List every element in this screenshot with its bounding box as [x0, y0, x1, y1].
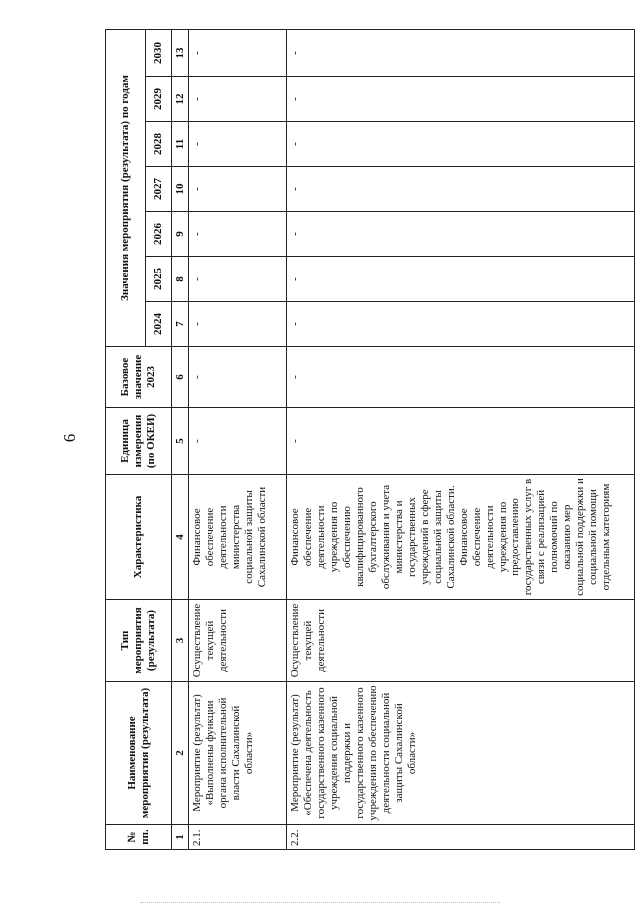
row-number: 2.1.: [189, 825, 287, 850]
header-name: Наименование мероприятия (результата): [106, 682, 172, 825]
header-year: 2030: [146, 30, 172, 77]
header-characteristic: Характеристика: [106, 475, 172, 600]
table-row: [189, 30, 287, 850]
column-index: 7: [172, 302, 189, 347]
year-value: -: [287, 257, 635, 302]
header-num: № пп.: [106, 825, 172, 850]
header-year: 2029: [146, 77, 172, 122]
column-index: 10: [172, 167, 189, 212]
measure-type: Осуществление текущей деятельности: [287, 600, 635, 682]
year-value: -: [287, 302, 635, 347]
year-value: -: [287, 212, 635, 257]
year-value: -: [189, 212, 287, 257]
page-edge-divider: [140, 902, 500, 903]
year-value: -: [189, 302, 287, 347]
measure-characteristic: Финансовое обеспечение деятельности учреждения по обеспечению квалифицированного бухгалтерского обслуживания и учета министерства и государственных учреждений в сфере социальной защиты Сахалинской области. Финансовое обеспечение деятельности учреждения по предоставлению государственных услуг в связи с реализацией полномочий по оказанию мер социальной поддержки и социальной помощи отдельным категориям: [287, 475, 635, 600]
column-index: 8: [172, 257, 189, 302]
year-value: -: [189, 257, 287, 302]
page-number: 6: [60, 433, 79, 443]
column-index: 2: [172, 682, 189, 825]
column-index: 1: [172, 825, 189, 850]
rotated-table-container: [105, 30, 635, 850]
unit-value: -: [287, 408, 635, 475]
column-index: 9: [172, 212, 189, 257]
column-index: 5: [172, 408, 189, 475]
table-row: [287, 30, 635, 850]
year-value: -: [287, 30, 635, 77]
header-year: 2025: [146, 257, 172, 302]
base-value: -: [189, 347, 287, 408]
header-type: Тип мероприятия (результата): [106, 600, 172, 682]
header-unit: Единица измерения (по ОКЕИ): [106, 408, 172, 475]
measure-type: Осуществление текущей деятельности: [189, 600, 287, 682]
column-index: 4: [172, 475, 189, 600]
row-number: 2.2.: [287, 825, 635, 850]
column-index: 3: [172, 600, 189, 682]
measure-characteristic: Финансовое обеспечение деятельности министерства социальной защиты Сахалинской области: [189, 475, 287, 600]
header-year: 2028: [146, 122, 172, 167]
column-index: 12: [172, 77, 189, 122]
measure-name: Мероприятие (результат) «Выполнены функции органа исполнительной власти Сахалинской области»: [189, 682, 287, 825]
year-value: -: [287, 77, 635, 122]
column-index: 6: [172, 347, 189, 408]
column-index-row: [172, 30, 189, 850]
header-year: 2024: [146, 302, 172, 347]
column-index: 11: [172, 122, 189, 167]
column-index: 13: [172, 30, 189, 77]
base-value: -: [287, 347, 635, 408]
year-value: -: [287, 122, 635, 167]
header-values-by-year: Значения мероприятия (результата) по годам: [106, 30, 146, 347]
header-year: 2026: [146, 212, 172, 257]
unit-value: -: [189, 408, 287, 475]
year-value: -: [189, 167, 287, 212]
year-value: -: [189, 30, 287, 77]
header-year: 2027: [146, 167, 172, 212]
year-value: -: [189, 122, 287, 167]
header-base-value: Базовое значение 2023: [106, 347, 172, 408]
measures-table: [105, 29, 635, 850]
measure-name: Мероприятие (результат) «Обеспечена деятельность государственного казенного учреждения социальной поддержки и государственного казенного учреждения по обеспечению деятельности социальной защиты Сахалинской области»: [287, 682, 635, 825]
year-value: -: [287, 167, 635, 212]
year-value: -: [189, 77, 287, 122]
